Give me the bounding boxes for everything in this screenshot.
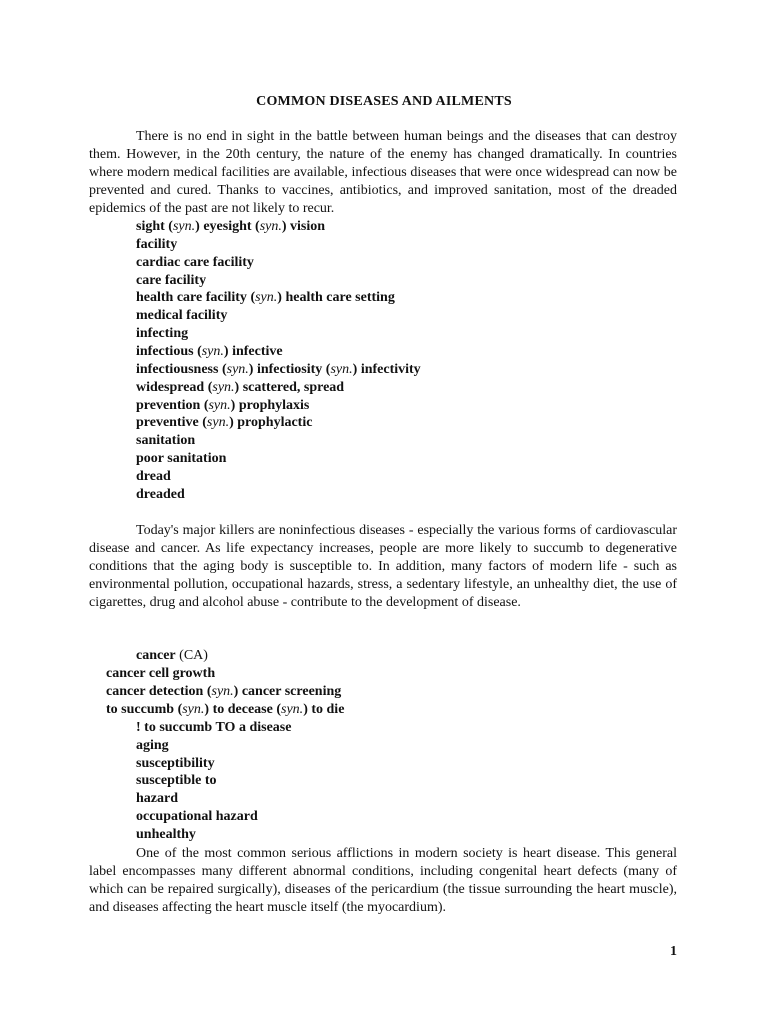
vocab-entry: susceptibility: [136, 756, 215, 771]
vocab-entry: susceptible to: [136, 773, 217, 788]
paragraph-major-killers: Today's major killers are noninfectious diseases - especially the various forms of cardiovascular disease and cancer. As life expectancy increases, people are more likely to succumb to degenerative conditions that the aging body is susceptible to. In addition, many factors of modern life - such as environmental pollution, occupational hazards, stress, a sedentary lifestyle, an unhealthy diet, the use of cigarettes, drug and alcohol abuse - contribute to the development of disease.: [89, 523, 677, 610]
paragraph-intro: There is no end in sight in the battle between human beings and the diseases that can destroy them. However, in the 20th century, the nature of the enemy has changed dramatically. In countries where modern medical facilities are available, infectious diseases that were once widespread can now be prevented and cured. Thanks to vaccines, antibiotics, and improved sanitation, most of the dreaded epidemics of the past are not likely to recur.: [89, 129, 677, 216]
document-title: COMMON DISEASES AND AILMENTS: [256, 94, 512, 109]
vocab-entry: cardiac care facility: [136, 255, 254, 270]
vocab-entry: aging: [136, 738, 169, 753]
vocab-entry: prevention (syn.) prophylaxis: [136, 398, 310, 413]
vocab-entry: sight (syn.) eyesight (syn.) vision: [136, 219, 326, 234]
vocab-entry: cancer (CA): [136, 648, 208, 663]
vocab-entry: care facility: [136, 273, 207, 288]
vocab-entry: infectious (syn.) infective: [136, 344, 283, 359]
vocab-entry: poor sanitation: [136, 451, 227, 466]
vocab-entry: preventive (syn.) prophylactic: [136, 415, 313, 430]
vocab-entry: infecting: [136, 326, 189, 341]
vocab-entry: medical facility: [136, 308, 228, 323]
vocab-entry: sanitation: [136, 433, 196, 448]
vocab-entry: unhealthy: [136, 827, 196, 842]
vocab-entry: cancer detection (syn.) cancer screening: [106, 684, 342, 699]
vocab-entry: dreaded: [136, 487, 185, 502]
vocab-entry: widespread (syn.) scattered, spread: [136, 380, 345, 395]
vocab-entry: health care facility (syn.) health care setting: [136, 290, 395, 305]
vocab-entry: dread: [136, 469, 171, 484]
vocab-entry: occupational hazard: [136, 809, 258, 824]
vocab-entry: cancer cell growth: [106, 666, 216, 681]
vocab-entry: ! to succumb TO a disease: [136, 720, 292, 735]
vocab-entry: to succumb (syn.) to decease (syn.) to die: [106, 702, 345, 717]
page-number: 1: [670, 944, 677, 959]
vocab-entry: infectiousness (syn.) infectiosity (syn.) infectivity: [136, 362, 421, 377]
vocab-entry: facility: [136, 237, 178, 252]
paragraph-heart-disease: One of the most common serious afflictions in modern society is heart disease. This general label encompasses many different abnormal conditions, including congenital heart defects (many of which can be repaired surgically), diseases of the pericardium (the tissue surrounding the heart muscle), and diseases affecting the heart muscle itself (the myocardium).: [89, 846, 677, 915]
vocab-entry: hazard: [136, 791, 178, 806]
